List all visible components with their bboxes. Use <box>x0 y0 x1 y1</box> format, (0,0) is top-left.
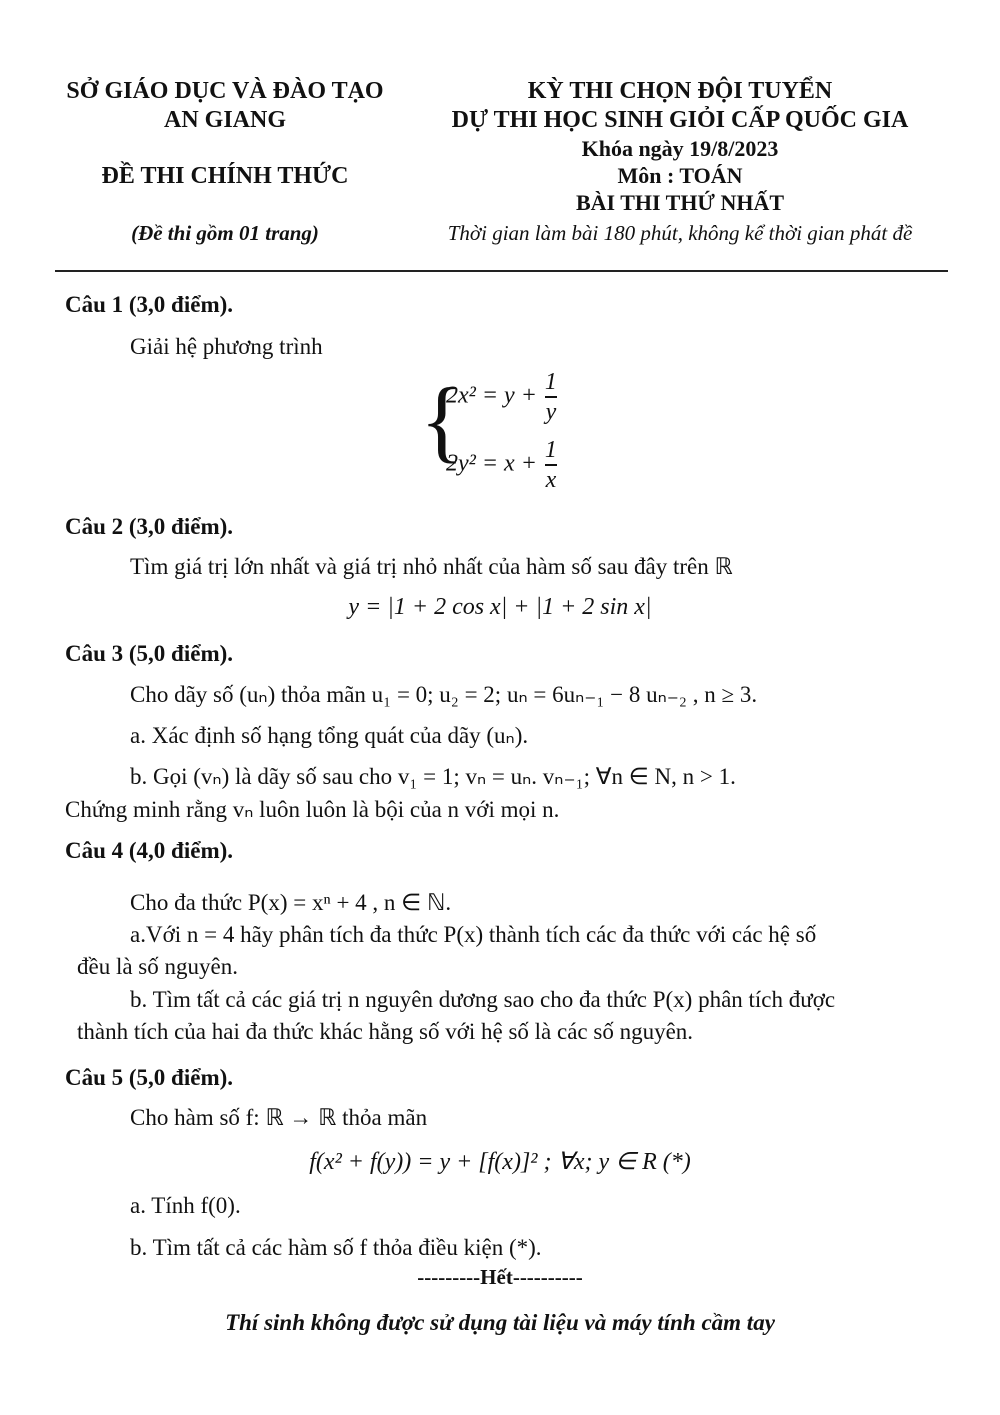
question-2-text: Tìm giá trị lớn nhất và giá trị nhỏ nhất của hàm số sau đây trên ℝ <box>130 554 733 579</box>
question-4-line-3: đều là số nguyên. <box>77 954 238 979</box>
exam-subtitle: DỰ THI HỌC SINH GIỎI CẤP QUỐC GIA <box>451 107 909 133</box>
equation-1-denominator: y <box>545 399 557 425</box>
question-4-line-2: a.Với n = 4 hãy phân tích đa thức P(x) thành tích các đa thức với các hệ số <box>130 922 817 947</box>
question-5-line-1: Cho hàm số f: ℝ → ℝ thỏa mãn <box>130 1105 428 1130</box>
province-name: AN GIANG <box>163 107 286 133</box>
question-5-formula: f(x² + f(y)) = y + [f(x)]² ; ∀x; y ∈ R (*) <box>309 1149 691 1175</box>
question-3-line-4: Chứng minh rằng vₙ luôn luôn là bội của n với mọi n. <box>65 797 560 822</box>
end-mark: ---------Hết---------- <box>417 1265 583 1289</box>
question-5-line-3: b. Tìm tất cả các hàm số f thỏa điều kiện (*). <box>130 1235 542 1260</box>
equation-1-numerator: 1 <box>545 368 557 398</box>
question-3-line-3: b. Gọi (vₙ) là dãy số sau cho v₁ = 1; vₙ = uₙ. vₙ₋₁; ∀n ∈ N, n > 1. <box>130 764 736 789</box>
subject: Môn : TOÁN <box>617 163 743 188</box>
question-5-title: Câu 5 (5,0 điểm). <box>65 1065 234 1090</box>
question-4-title: Câu 4 (4,0 điểm). <box>65 838 234 863</box>
question-3-line-2: a. Xác định số hạng tổng quát của dãy (uₙ). <box>130 723 529 748</box>
official-exam-label: ĐỀ THI CHÍNH THỨC <box>101 163 349 189</box>
question-4-line-5: thành tích của hai đa thức khác hằng số với hệ số là các số nguyên. <box>77 1019 694 1044</box>
paper-number: BÀI THI THỨ NHẤT <box>575 190 785 215</box>
time-note: Thời gian làm bài 180 phút, không kể thời gian phát đề <box>447 221 913 245</box>
question-3-title: Câu 3 (5,0 điểm). <box>65 641 234 666</box>
exam-title: KỲ THI CHỌN ĐỘI TUYỂN <box>527 78 833 104</box>
question-1-title: Câu 1 (3,0 điểm). <box>65 292 234 317</box>
question-4-line-4: b. Tìm tất cả các giá trị n nguyên dương sao cho đa thức P(x) phân tích được <box>130 987 836 1012</box>
equation-2-numerator: 1 <box>545 436 557 466</box>
question-1-text: Giải hệ phương trình <box>130 334 323 359</box>
footer-note: Thí sinh không được sử dụng tài liệu và máy tính cầm tay <box>225 1310 775 1335</box>
department-name: SỞ GIÁO DỤC VÀ ĐÀO TẠO <box>66 78 384 104</box>
question-5-line-2: a. Tính f(0). <box>130 1193 241 1218</box>
exam-date: Khóa ngày 19/8/2023 <box>581 136 779 161</box>
question-2-formula: y = |1 + 2 cos x| + |1 + 2 sin x| <box>348 594 652 620</box>
header-divider <box>55 270 948 272</box>
page-count-note: (Đề thi gồm 01 trang) <box>131 221 319 245</box>
question-3-line-1: Cho dãy số (uₙ) thỏa mãn u₁ = 0; u₂ = 2; uₙ = 6uₙ₋₁ − 8 uₙ₋₂ , n ≥ 3. <box>130 682 758 707</box>
equation-1-left: 2x² = y + <box>446 382 537 409</box>
equation-1 <box>446 368 559 426</box>
equation-2-left: 2y² = x + <box>446 450 537 477</box>
equation-2 <box>446 436 559 494</box>
question-4-line-1: Cho đa thức P(x) = xⁿ + 4 , n ∈ ℕ. <box>130 890 452 915</box>
question-2-title: Câu 2 (3,0 điểm). <box>65 514 234 539</box>
left-brace: { <box>420 369 465 471</box>
equation-2-denominator: x <box>545 467 557 493</box>
